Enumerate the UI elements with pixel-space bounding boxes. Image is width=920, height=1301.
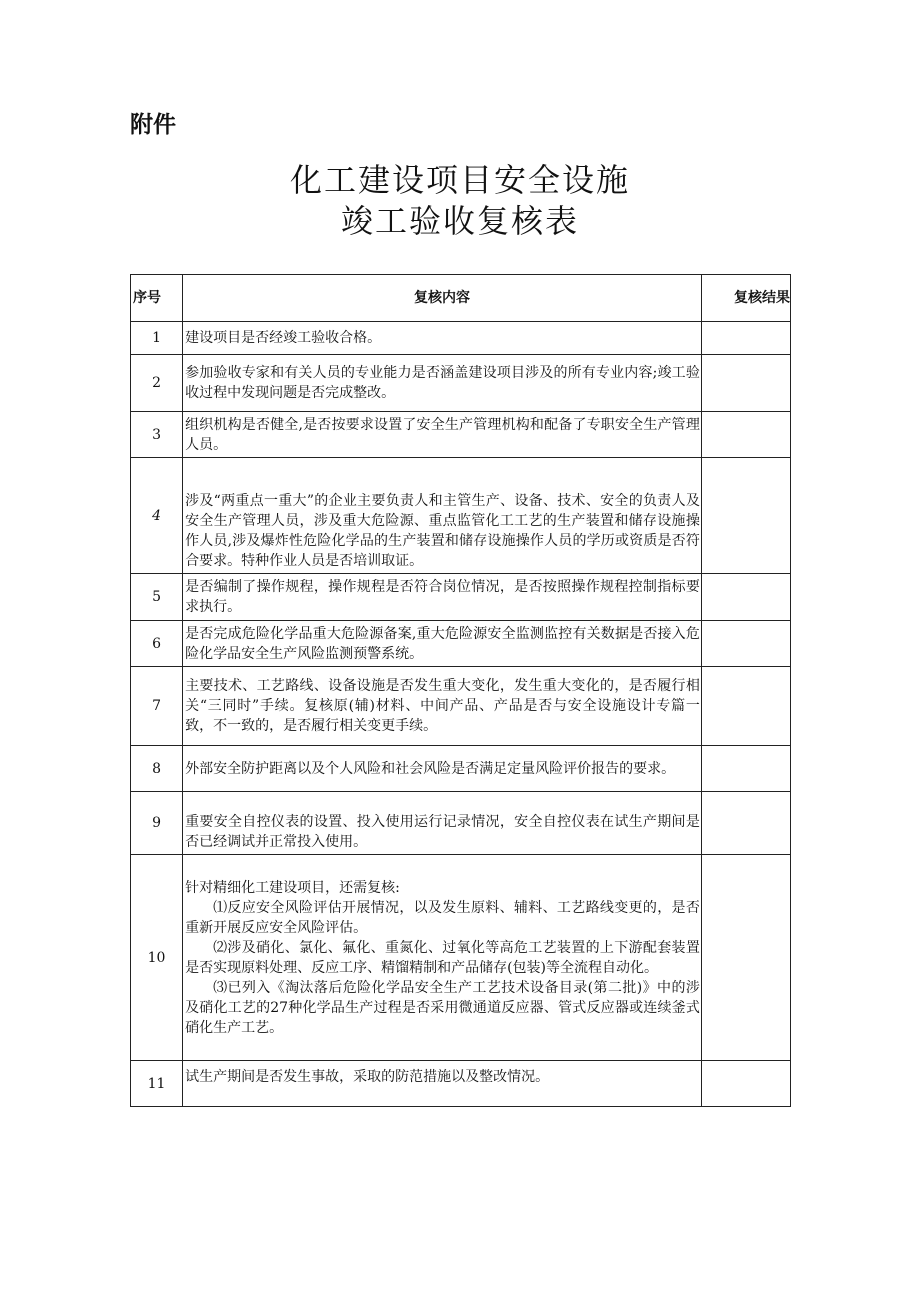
row-content-intro: 针对精细化工建设项目，还需复核: xyxy=(185,879,400,896)
table-header-row xyxy=(131,275,791,322)
table-row xyxy=(131,1061,791,1107)
row-no: 2 xyxy=(131,355,183,412)
row-content: 主要技术、工艺路线、设备设施是否发生重大变化，发生重大变化的，是否履行相关“三同时”手续。复核原(辅)材料、中间产品、产品是否与安全设施设计专篇一致，不一致的，是否履行相关变更手续。 xyxy=(183,667,702,746)
row-no: 4 xyxy=(131,458,183,574)
row-result xyxy=(701,574,790,621)
page-title-line2: 竣工验收复核表 xyxy=(340,202,579,240)
row-content: 建设项目是否经竣工验收合格。 xyxy=(183,322,702,355)
row-no: 7 xyxy=(131,667,183,746)
row-no: 3 xyxy=(131,412,183,458)
row-content xyxy=(183,855,702,1061)
table-row xyxy=(131,667,791,746)
row-content: 是否编制了操作规程，操作规程是否符合岗位情况，是否按照操作规程控制指标要求执行。 xyxy=(183,574,702,621)
table-row xyxy=(131,412,791,458)
table-row xyxy=(131,355,791,412)
review-table xyxy=(130,274,791,1107)
header-content: 复核内容 xyxy=(183,275,702,322)
header-result: 复核结果 xyxy=(701,275,790,322)
table-row xyxy=(131,574,791,621)
page-title-line1: 化工建设项目安全设施 xyxy=(289,161,630,199)
header-no: 序号 xyxy=(131,275,183,322)
row-result xyxy=(701,322,790,355)
row-content: 组织机构是否健全,是否按要求设置了安全生产管理机构和配备了专职安全生产管理人员。 xyxy=(183,412,702,458)
row-content: 试生产期间是否发生事故，采取的防范措施以及整改情况。 xyxy=(183,1061,702,1107)
row-content: 涉及“两重点一重大”的企业主要负责人和主管生产、设备、技术、安全的负责人及安全生产管理人员，涉及重大危险源、重点监管化工工艺的生产装置和储存设施操作人员,涉及爆炸性危险化学品的生产装置和储存设施操作人员的学历或资质是否符合要求。特种作业人员是否培训取证。 xyxy=(183,458,702,574)
row-content: 外部安全防护距离以及个人风险和社会风险是否满足定量风险评价报告的要求。 xyxy=(183,746,702,792)
row-content: 是否完成危险化学品重大危险源备案,重大危险源安全监测监控有关数据是否接入危险化学品安全生产风险监测预警系统。 xyxy=(183,621,702,667)
row-no: 9 xyxy=(131,792,183,855)
table-row xyxy=(131,621,791,667)
row-result xyxy=(701,667,790,746)
row-no: 11 xyxy=(131,1061,183,1107)
row-content-item: ⑵涉及硝化、氯化、氟化、重氮化、过氧化等高危工艺装置的上下游配套装置是否实现原料处理、反应工序、精馏精制和产品储存(包装)等全流程自动化。 xyxy=(185,939,700,976)
table-row xyxy=(131,855,791,1061)
row-no: 5 xyxy=(131,574,183,621)
table-row xyxy=(131,746,791,792)
row-result xyxy=(701,355,790,412)
row-no: 1 xyxy=(131,322,183,355)
row-result xyxy=(701,412,790,458)
row-result xyxy=(701,746,790,792)
row-content: 重要安全自控仪表的设置、投入使用运行记录情况，安全自控仪表在试生产期间是否已经调试并正常投入使用。 xyxy=(183,792,702,855)
row-result xyxy=(701,458,790,574)
row-no: 8 xyxy=(131,746,183,792)
row-content-item: ⑴反应安全风险评估开展情况，以及发生原料、辅料、工艺路线变更的，是否重新开展反应安全风险评估。 xyxy=(185,899,700,936)
row-result xyxy=(701,1061,790,1107)
row-result xyxy=(701,855,790,1061)
row-no: 10 xyxy=(131,855,183,1061)
table-row xyxy=(131,792,791,855)
row-content-item: ⑶已列入《淘汰落后危险化学品安全生产工艺技术设备目录(第二批)》中的涉及硝化工艺的27种化学品生产过程是否采用微通道反应器、管式反应器或连续釜式硝化生产工艺。 xyxy=(185,979,700,1036)
attachment-label: 附件 xyxy=(130,112,176,138)
row-result xyxy=(701,621,790,667)
row-no: 6 xyxy=(131,621,183,667)
row-content: 参加验收专家和有关人员的专业能力是否涵盖建设项目涉及的所有专业内容;竣工验收过程中发现问题是否完成整改。 xyxy=(183,355,702,412)
table-row xyxy=(131,322,791,355)
table-row xyxy=(131,458,791,574)
row-result xyxy=(701,792,790,855)
